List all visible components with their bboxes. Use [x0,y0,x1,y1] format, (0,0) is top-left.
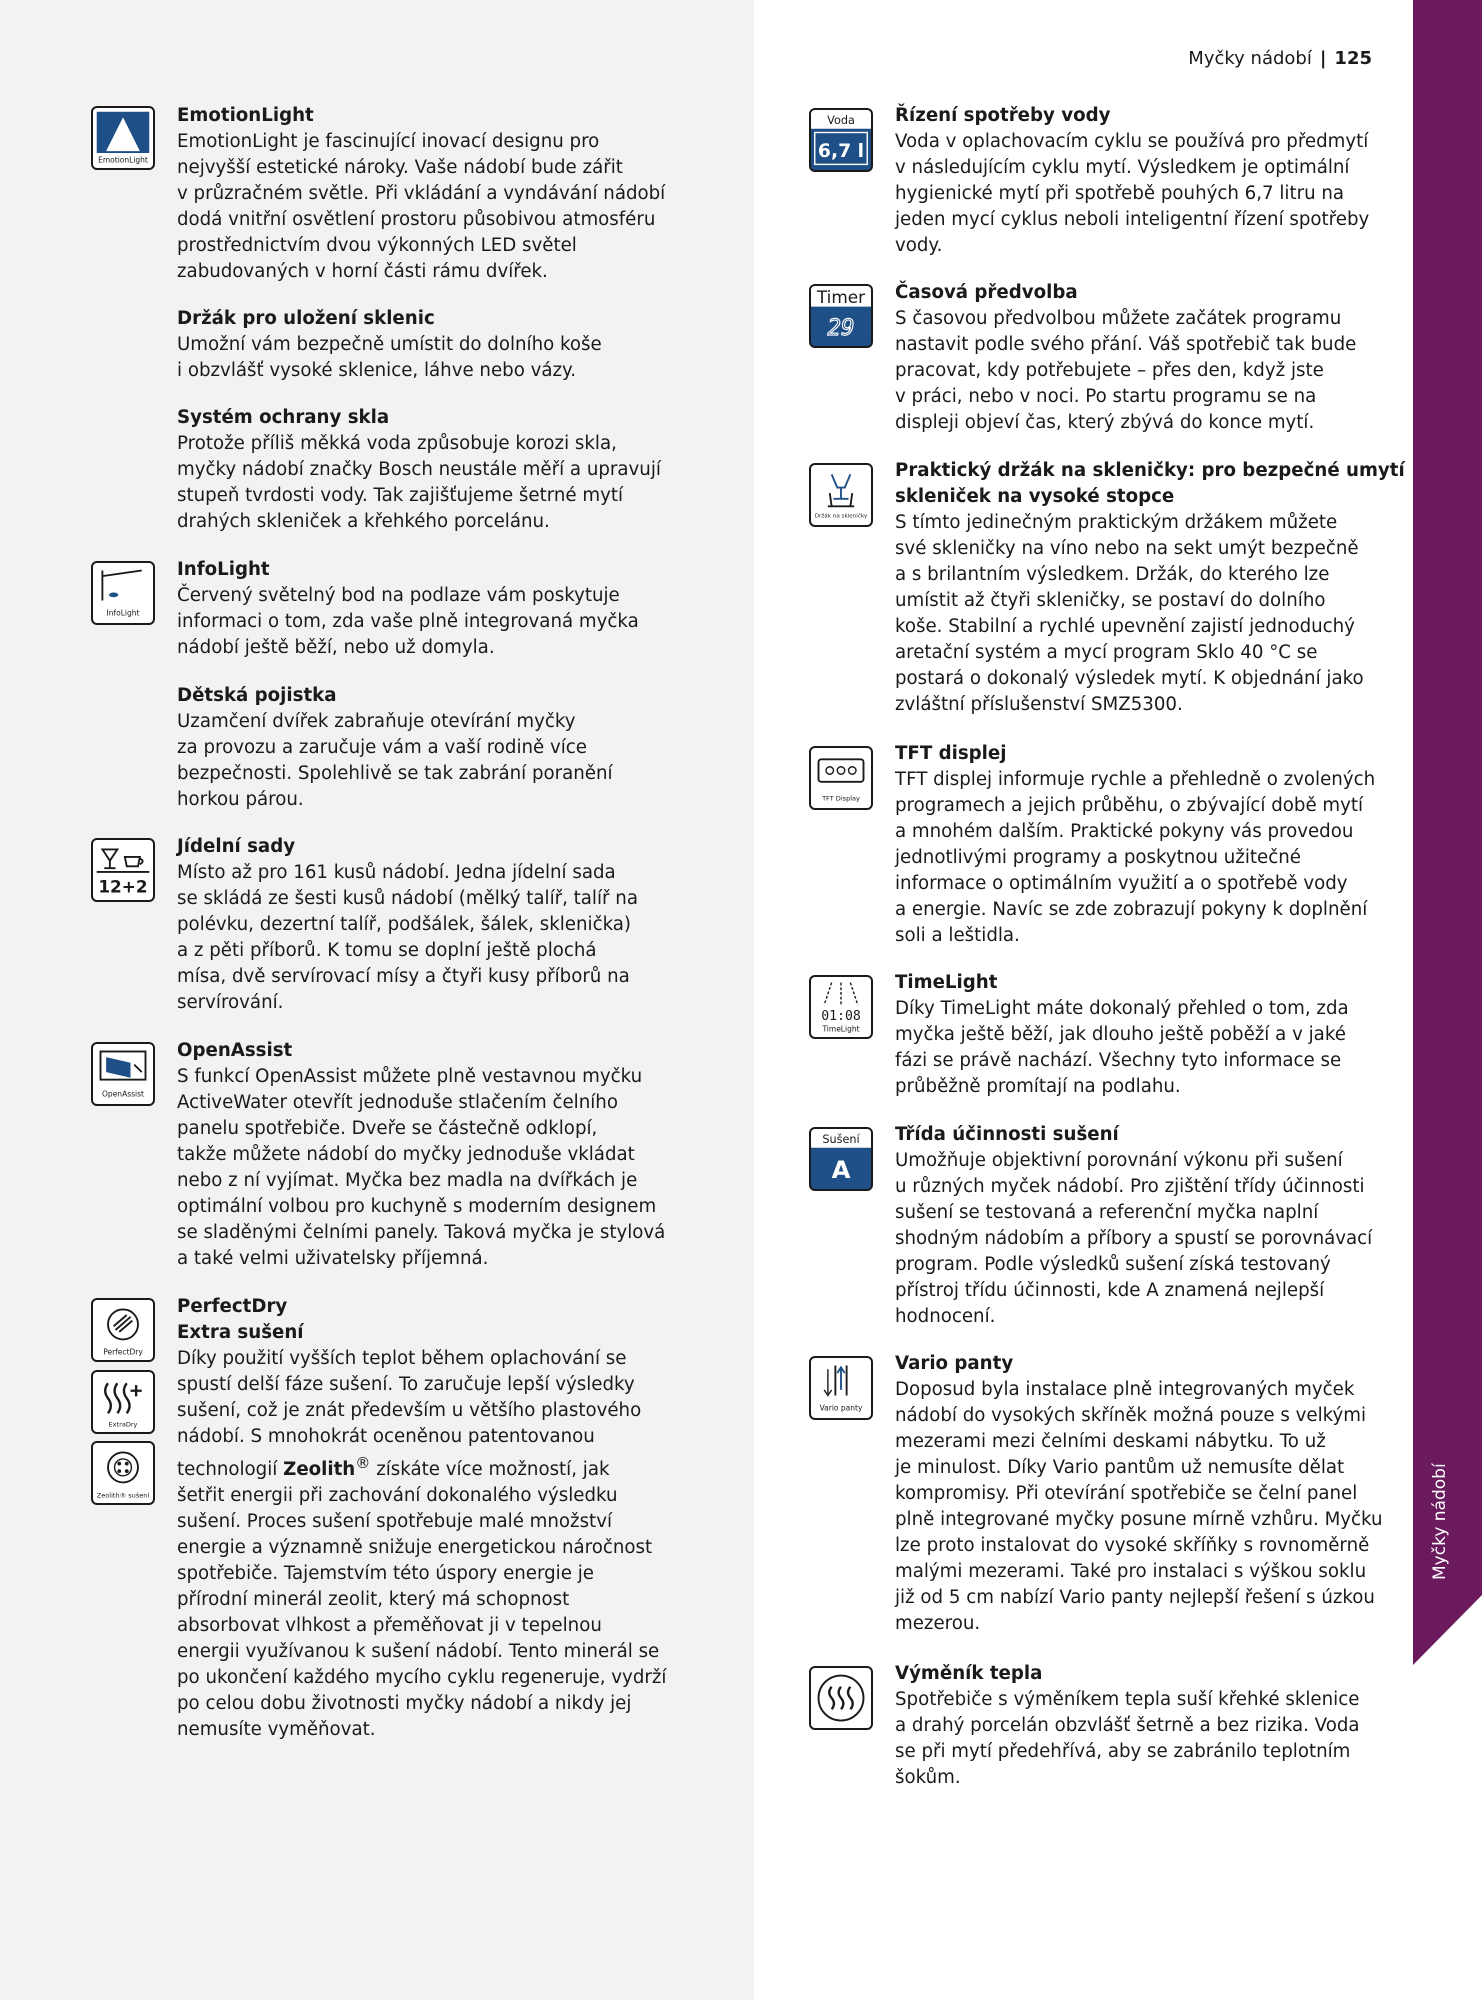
feature-subtitle: Extra sušení [177,1322,304,1343]
feature-body: Umožňuje objektivní porovnání výkonu při sušení u různých myček nádobí. Pro zjištění třídy účinnosti sušení se testovaná a referenční myčka naplní shodným nádobím a příbory a spustí se porovnávací program. Podle výsledků sušení získá testovaný přístroj třídu účinnosti, kde A znamená nejlepší hodnocení. [895,1150,1373,1327]
feature-title: EmotionLight [177,105,314,126]
feature-child-lock [177,683,697,813]
feature-title: Časová předvolba [895,282,1078,303]
svg-text:Držák na skleničky: Držák na skleničky [814,513,868,520]
feature-emotionlight [177,103,697,285]
infolight-icon [91,561,155,625]
feature-body: Doposud byla instalace plně integrovaných myček nádobí do vysokých skříněk možná pouze s velkými mezerami mezi čelními deskami nábytku. To už je minulost. Díky Vario pantům už nemusíte dělat kompromisy. Při otevírání spotřebiče se čelní panel plně integrované myčky posune mírně vzhůru. Myčku lze proto instalovat do vysoké skříňky s rovnoměrně malými mezerami. Také pro instalaci s výškou soklu již od 5 cm nabízí Vario panty nejlepší řešení s úzkou mezerou. [895,1379,1383,1634]
feature-body: Voda v oplachovacím cyklu se používá pro předmytí v následujícím cyklu mytí. Výsledkem je optimální hygienické mytí při spotřebě pouhých 6,7 litru na jeden mycí cyklus neboli inteligentní řízení spotřeby vody. [895,131,1370,256]
vario-hinges-icon [809,1356,873,1420]
feature-body: Umožní vám bezpečně umístit do dolního koše i obzvlášť vysoké sklenice, láhve nebo vázy. [177,334,602,381]
svg-text:EmotionLight: EmotionLight [98,155,148,165]
svg-text:29: 29 [827,314,855,341]
svg-text:OpenAssist: OpenAssist [102,1089,144,1099]
feature-title: TimeLight [895,972,998,993]
svg-text:Voda: Voda [827,114,855,128]
feature-body: Díky TimeLight máte dokonalý přehled o tom, zda myčka ještě běží, jak dlouho ještě poběží a v jaké fázi se právě nachází. Všechny tyto informace se průběžně promítají na podlahu. [895,998,1349,1097]
svg-text:01:08: 01:08 [821,1009,861,1025]
zeolith-drying-icon [91,1441,155,1505]
svg-text:Timer: Timer [816,286,866,307]
svg-text:Sušení: Sušení [822,1133,860,1147]
feature-timelight [895,970,1415,1100]
drying-class-icon [809,1127,873,1191]
svg-text:TimeLight: TimeLight [822,1024,860,1034]
feature-infolight [177,557,697,661]
registered-mark: ® [355,1454,371,1472]
extradry-icon [91,1370,155,1434]
feature-glass-holder-basket [177,306,697,384]
place-settings-icon [91,838,155,902]
header-separator: | [1319,48,1327,69]
feature-title: Systém ochrany skla [177,407,390,428]
feature-title: InfoLight [177,559,270,580]
feature-title: Dětská pojistka [177,685,337,706]
heat-exchanger-icon [809,1666,873,1730]
openassist-icon [91,1042,155,1106]
feature-title: Výměník tepla [895,1663,1043,1684]
svg-text:ExtraDry: ExtraDry [108,1420,138,1429]
page-number: 125 [1334,48,1372,69]
perfectdry-icon [91,1298,155,1362]
section-sidebar-tip [1413,1595,1482,1665]
feature-perfectdry [177,1294,697,1743]
feature-body: Protože příliš měkká voda způsobuje korozi skla, myčky nádobí značky Bosch neustále měří a upravují stupeň tvrdosti vody. Tak zajišťujeme šetrné mytí drahých skleniček a křehkého porcelánu. [177,433,661,532]
feature-body: Červený světelný bod na podlaze vám poskytuje informaci o tom, zda vaše plně integrovaná myčka nádobí ještě běží, nebo už domyla. [177,585,639,658]
feature-title: Jídelní sady [177,836,296,857]
feature-body [177,1346,697,1743]
glass-holder-icon [809,463,873,527]
svg-text:6,7 l: 6,7 l [817,140,865,162]
feature-tft-display [895,741,1415,949]
feature-glass-protection [177,405,697,535]
feature-place-settings [177,834,697,1016]
section-sidebar [1413,0,1482,1595]
feature-drying-class [895,1122,1415,1330]
svg-text:A: A [831,1154,851,1184]
feature-title: TFT displej [895,743,1007,764]
page-header [1188,48,1372,69]
feature-title: Třída účinnosti sušení [895,1124,1119,1145]
feature-body: EmotionLight je fascinující inovací designu pro nejvyšší estetické nároky. Vaše nádobí bude zářit v průzračném světle. Při vkládání a vyndávání nádobí dodá vnitřní osvětlení prostoru působivou atmosféru prostřednictvím dvou výkonných LED světel zabudovaných v horní části rámu dvířek. [177,131,666,282]
feature-water-consumption [895,103,1415,259]
svg-text:Zeolith® sušení: Zeolith® sušení [96,1491,150,1500]
feature-body: S tímto jedinečným praktickým držákem můžete své skleničky na víno nebo na sekt umýt bezpečně a s brilantním výsledkem. Držák, do kterého lze umístit až čtyři skleničky, se postaví do dolního koše. Stabilní a rychlé upevnění zajistí jednoduchý aretační systém a mycí program Sklo 40 °C se postará o dokonalý výsledek mytí. K objednání jako zvláštní příslušenství SMZ5300. [895,512,1364,715]
feature-timer [895,280,1415,436]
feature-body: Místo až pro 161 kusů nádobí. Jedna jídelní sada se skládá ze šesti kusů nádobí (mělký talíř, talíř na polévku, dezertní talíř, podšálek, šálek, sklenička) a z pěti příborů. K tomu se doplní ještě plochá mísa, dvě servírovací mísy a čtyři kusy příborů na servírování. [177,862,638,1013]
svg-text:InfoLight: InfoLight [106,608,140,618]
svg-text:TFT Display: TFT Display [822,794,860,803]
feature-body: Spotřebiče s výměníkem tepla suší křehké sklenice a drahý porcelán obzvlášť šetrně a bez rizika. Voda se při mytí předehřívá, aby se zabránilo teplotním šokům. [895,1689,1360,1788]
feature-body: S funkcí OpenAssist můžete plně vestavnou myčku ActiveWater otevřít jednoduše stlačením čelního panelu spotřebiče. Dveře se částečně odklopí, takže můžete nádobí do myčky jednoduše vkládat nebo z ní vyjímat. Myčka bez madla na dvířkách je optimální volbou pro kuchyně s moderním designem se sladěnými čelními panely. Taková myčka je stylová a také velmi uživatelsky příjemná. [177,1066,666,1269]
feature-body: TFT displej informuje rychle a přehledně o zvolených programech a jejich průběhu, o zbývající době mytí a mnohém dalším. Praktické pokyny vás provedou jednotlivými programy a poskytnou užitečné informace o optimálním využití a o spotřebě vody a energie. Navíc se zde zobrazují pokyny k doplnění soli a leštidla. [895,769,1376,946]
feature-title: Praktický držák na skleničky: pro bezpečné umytí skleniček na vysoké stopce [895,460,1405,507]
sidebar-label: Myčky nádobí [1430,1463,1450,1580]
feature-glass-holder [895,458,1415,718]
section-title: Myčky nádobí [1188,48,1312,69]
feature-heat-exchanger [895,1661,1415,1791]
feature-body-part-b: získáte více možností, jak šetřit energii při zachování dokonalého výsledku sušení. Proces sušení spotřebuje malé množství energie a významně snižuje energetickou náročnost spotřebiče. Tajemstvím této úspory energie je přírodní minerál zeolit, který má schopnost absorbovat vlhkost a přeměňovat ji v tepelnou energii využívanou k sušení nádobí. Tento minerál se po ukončení každého mycího cyklu regeneruje, vydrží po celou dobu životnosti myčky nádobí a nikdy jej nemusíte vyměňovat. [177,1459,667,1741]
feature-body: S časovou předvolbou můžete začátek programu nastavit podle svého přání. Váš spotřebič tak bude pracovat, kdy potřebujete – přes den, když jste v práci, nebo v noci. Po startu programu se na displeji objeví čas, který zbývá do konce mytí. [895,308,1357,433]
feature-title: Řízení spotřeby vody [895,105,1111,126]
svg-text:PerfectDry: PerfectDry [103,1347,143,1357]
feature-openassist [177,1038,697,1272]
tft-display-icon [809,746,873,810]
feature-title: Vario panty [895,1353,1014,1374]
feature-title: OpenAssist [177,1040,293,1061]
svg-text:12+2: 12+2 [98,876,148,897]
zeolith-term: Zeolith [283,1459,356,1481]
timelight-icon [809,975,873,1039]
feature-title: Držák pro uložení sklenic [177,308,435,329]
feature-title: PerfectDry [177,1296,288,1317]
water-consumption-icon [809,108,873,172]
feature-body-part-a: Díky použití vyšších teplot během oplachování se spustí delší fáze sušení. To zaručuje lepší výsledky sušení, což je znát především u většího plastového nádobí. S mnohokrát oceněnou patentovanou technologií [177,1348,642,1481]
feature-body: Uzamčení dvířek zabraňuje otevírání myčky za provozu a zaručuje vám a vaší rodině více bezpečnosti. Spolehlivě se tak zabrání poranění horkou párou. [177,711,613,810]
timer-icon [809,284,873,348]
emotionlight-icon [91,106,155,170]
svg-text:Vario panty: Vario panty [819,1403,863,1413]
feature-vario-hinges [895,1351,1415,1637]
